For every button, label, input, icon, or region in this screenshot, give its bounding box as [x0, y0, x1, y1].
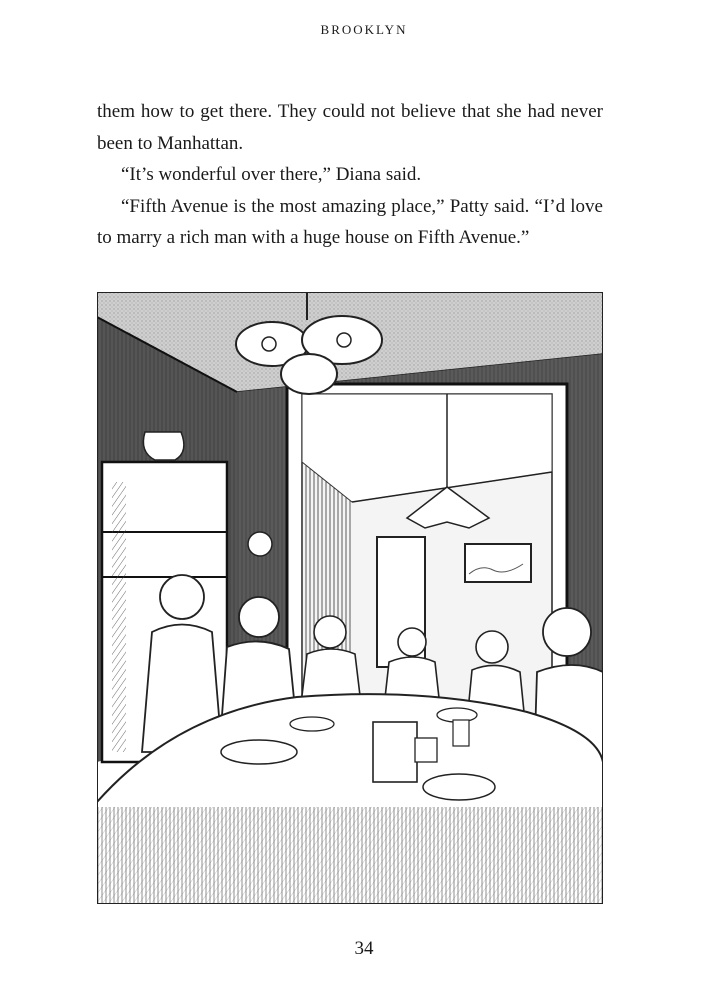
paragraph-patty-quote: “Fifth Avenue is the most amazing place,” Patty said. “I’d love to marry a rich man with a huge house on Fifth Avenue.” — [97, 195, 603, 248]
dinner-table-illustration — [97, 292, 603, 904]
page-number: 34 — [354, 938, 374, 959]
paragraph-diana-quote: “It’s wonderful over there,” Diana said. — [121, 164, 422, 185]
body-text — [97, 96, 603, 254]
running-head: BROOKLYN — [320, 22, 408, 37]
paragraph-continuation: them how to get there. They could not believe that she had never been to Manhattan. — [97, 101, 603, 154]
